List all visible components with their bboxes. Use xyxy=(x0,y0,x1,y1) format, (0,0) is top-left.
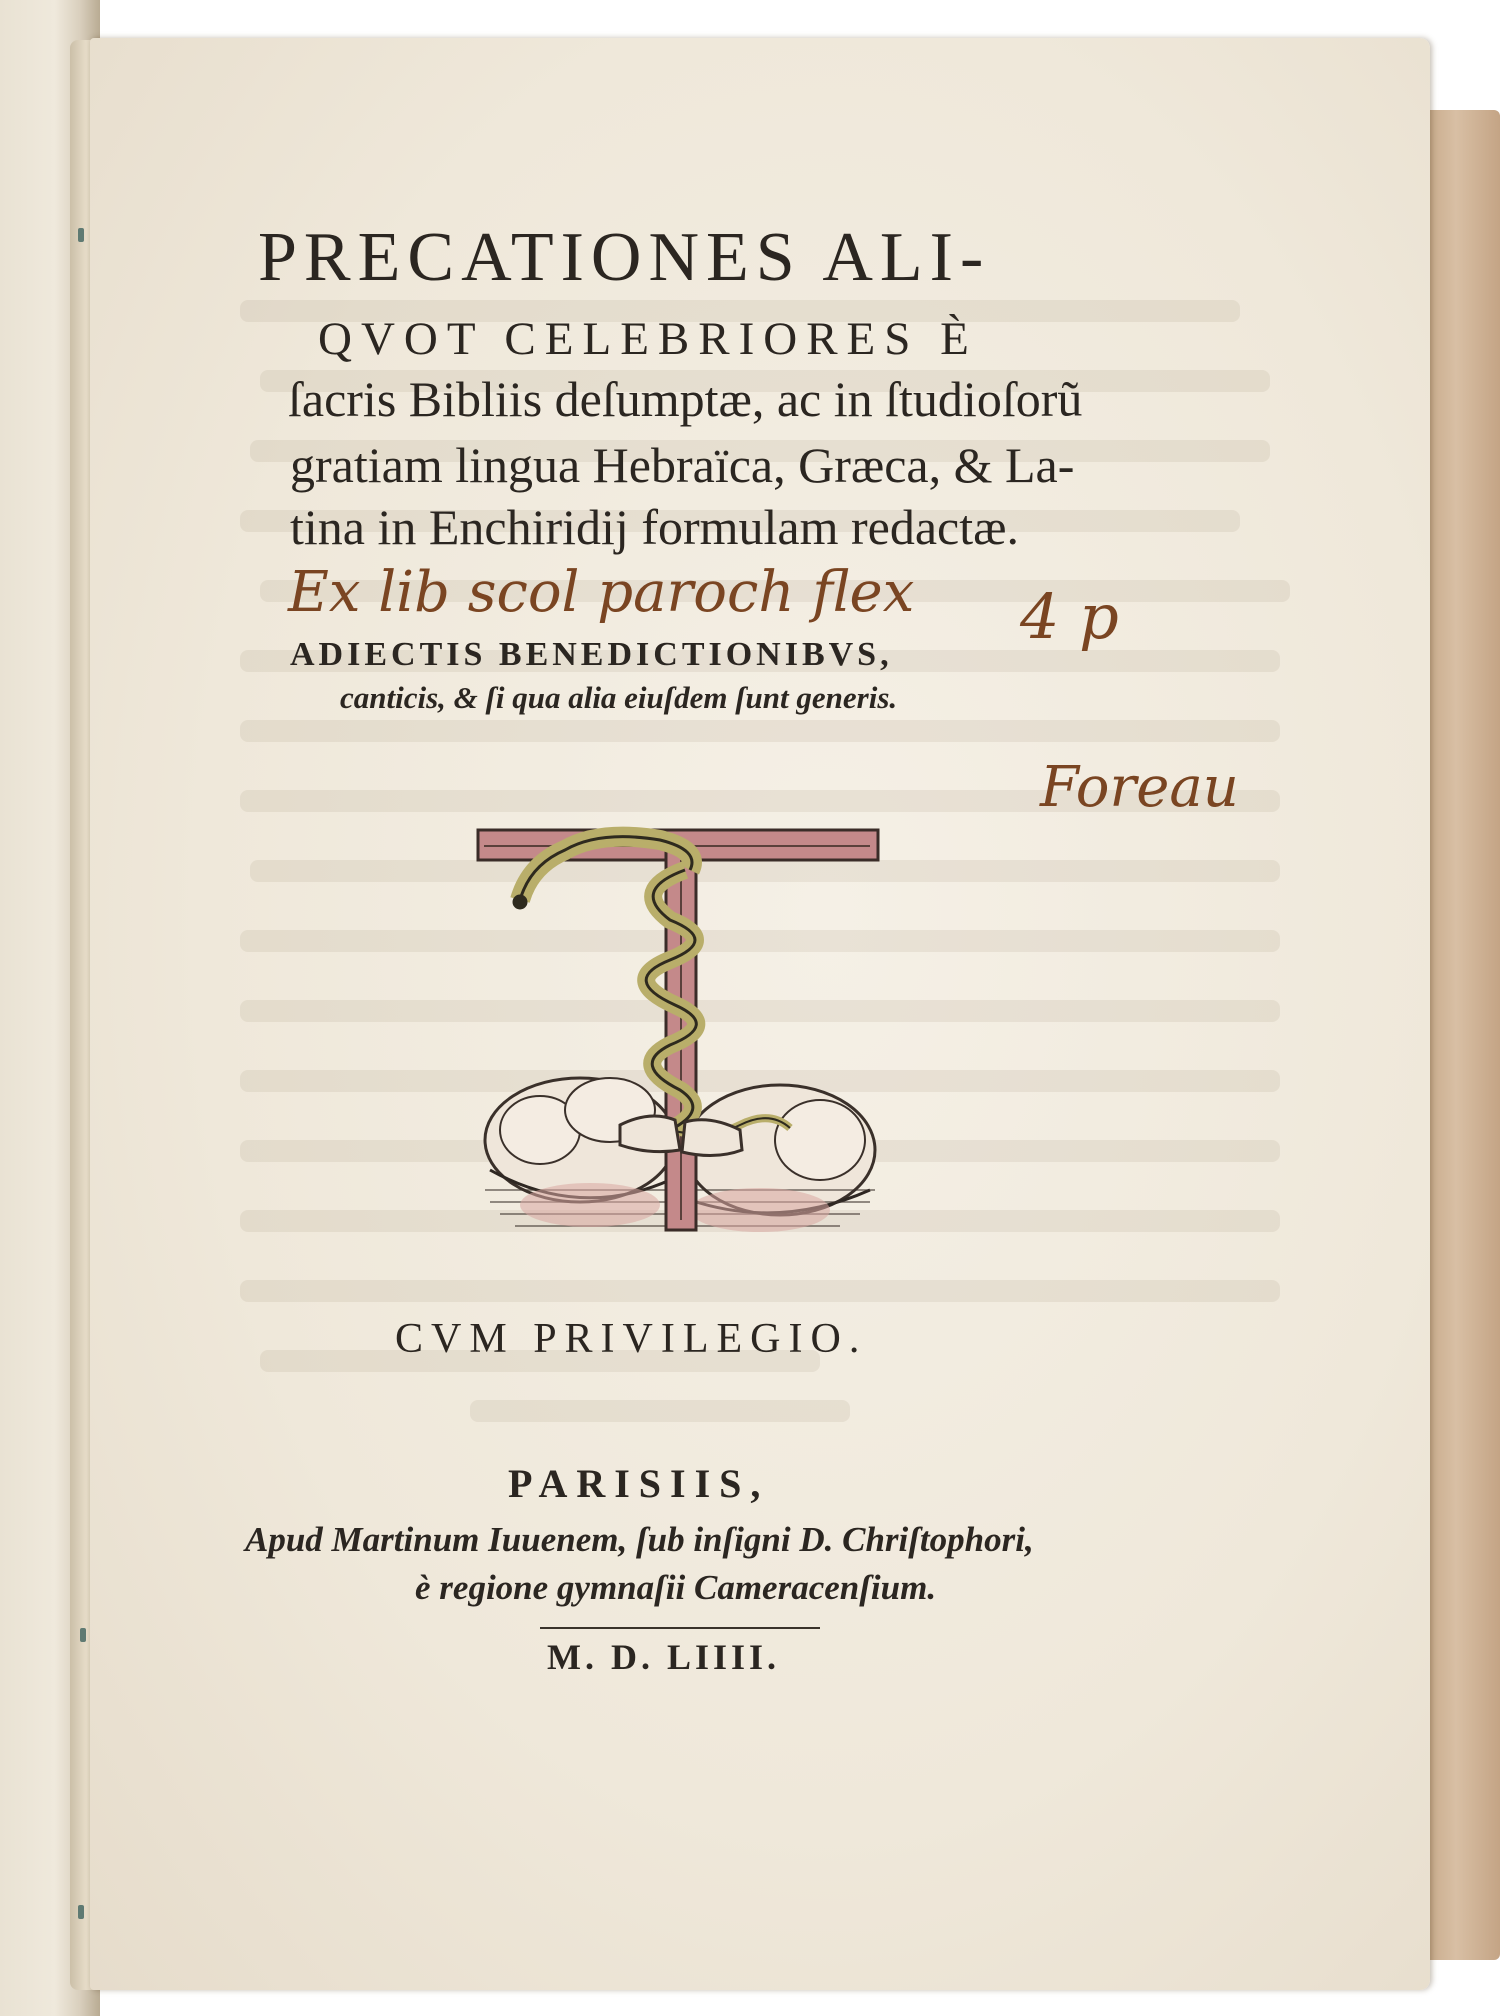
sewing-thread xyxy=(78,228,84,242)
handwritten-owner: Foreau xyxy=(1040,755,1239,820)
subtitle-line-1: ADIECTIS BENEDICTIONIBVS, xyxy=(290,636,893,673)
privilege-line: CVM PRIVILEGIO. xyxy=(395,1316,868,1362)
imprint-place: PARISIIS, xyxy=(508,1461,770,1506)
imprint-address: è regione gymnaſii Cameracenſium. xyxy=(415,1568,937,1607)
sewing-thread xyxy=(78,1905,84,1919)
title-line-1: PRECATIONES ALI- xyxy=(258,219,991,296)
imprint-printer: Apud Martinum Iuuenem, ſub inſigni D. Chriſtophori, xyxy=(245,1520,1034,1559)
title-line-3: ſacris Bibliis deſumptæ, ac in ſtudioſorũ xyxy=(288,371,1083,427)
sewing-thread xyxy=(80,1628,86,1642)
handwritten-shelfmark: 4 p xyxy=(1020,580,1119,653)
printers-device-woodcut xyxy=(470,810,890,1250)
subtitle-line-2: canticis, & ſi qua alia eiuſdem ſunt generis. xyxy=(340,680,898,715)
handwritten-ex-libris: Ex lib scol paroch flex xyxy=(288,560,915,625)
title-line-2: QVOT CELEBRIORES È xyxy=(318,313,978,365)
title-line-4: gratiam lingua Hebraïca, Græca, & La- xyxy=(290,437,1075,493)
imprint-rule xyxy=(540,1627,820,1629)
imprint-date: M. D. LIIII. xyxy=(547,1637,781,1677)
title-line-5: tina in Enchiridij formulam redactæ. xyxy=(290,499,1019,555)
